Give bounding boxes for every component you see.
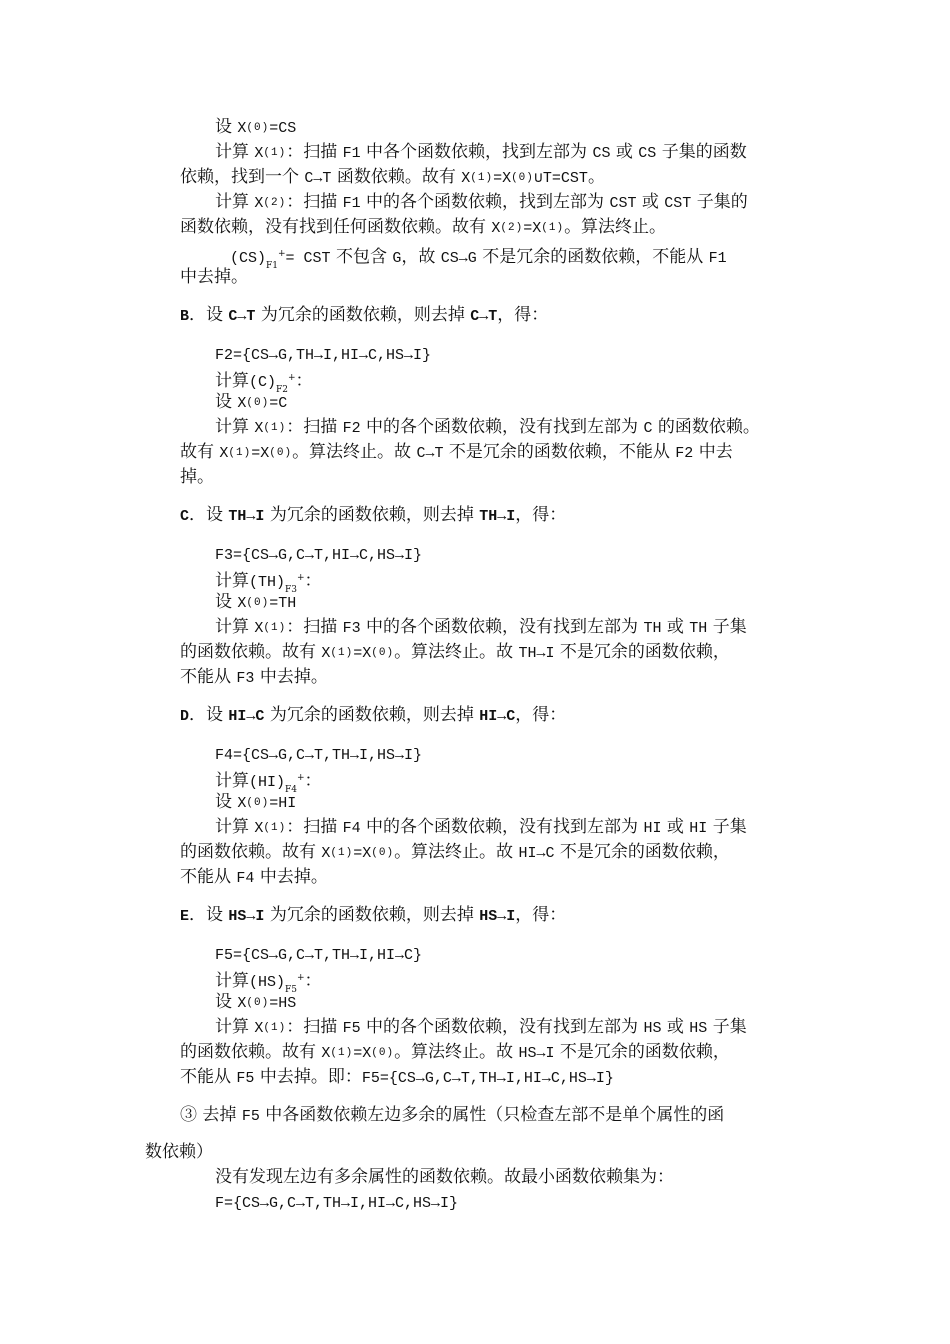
text-span: 或	[661, 617, 690, 637]
text-span: 的函数依赖。	[652, 417, 760, 437]
text-span: 或	[610, 142, 639, 162]
text-span: X	[237, 120, 247, 137]
text-span: F5={CS→G,C→T,TH→I,HI→C}	[215, 947, 423, 964]
text-span: = CST	[285, 250, 331, 267]
text-span: 为冗余的函数依赖，则去掉	[255, 305, 471, 325]
text-span: HI→C	[228, 708, 265, 725]
text-span: (HI)	[249, 774, 286, 791]
text-line	[215, 191, 748, 213]
text-span: =TH	[269, 595, 297, 612]
text-span: F3	[285, 585, 297, 595]
text-span: (0)	[511, 172, 534, 184]
text-span: =X	[493, 170, 512, 187]
text-span: (0)	[246, 997, 270, 1009]
text-line	[215, 767, 322, 795]
text-span: =X	[251, 445, 270, 462]
text-line	[215, 616, 747, 638]
text-span: F4={CS→G,C→T,TH→I,HS→I}	[215, 747, 423, 764]
text-span: +	[297, 773, 305, 783]
text-span: (1)	[330, 1047, 354, 1059]
text-span: ，故	[401, 247, 441, 267]
text-span: 计算	[215, 417, 255, 437]
text-span: 中的各个函数依赖，没有找到左部为	[360, 617, 644, 637]
text-line	[215, 343, 431, 365]
text-span: 子集	[707, 1017, 747, 1037]
text-line	[180, 466, 214, 488]
text-line	[180, 216, 666, 238]
text-span: 计算	[215, 817, 255, 837]
text-span: C→T	[228, 308, 256, 325]
text-span: C→T	[470, 308, 498, 325]
text-line	[180, 1066, 614, 1088]
text-span: 中去掉。	[254, 667, 328, 687]
text-span: 计算	[215, 771, 249, 791]
text-span: 计算	[215, 192, 255, 212]
text-span: 为冗余的函数依赖，则去掉	[264, 905, 480, 925]
text-span: TH	[689, 620, 708, 637]
text-span: HS	[689, 1020, 708, 1037]
text-span: (1)	[330, 847, 354, 859]
text-span: X	[237, 795, 247, 812]
text-span: (1)	[330, 647, 354, 659]
text-span: +	[278, 249, 286, 259]
text-span: =CS	[269, 120, 297, 137]
text-line	[215, 1166, 674, 1188]
text-span: 的函数依赖。故有	[180, 842, 322, 862]
text-span: +	[288, 373, 296, 383]
text-line	[180, 1104, 724, 1126]
text-span: HS→I	[479, 908, 516, 925]
text-span: F4	[342, 820, 361, 837]
text-span: ，得：	[515, 705, 567, 725]
text-span: 。算法终止。故	[394, 642, 519, 662]
text-span: (1)	[541, 222, 565, 234]
text-span: (1)	[263, 147, 287, 159]
text-span: F2	[675, 445, 694, 462]
text-span: CS	[592, 145, 611, 162]
text-span: X	[254, 420, 264, 437]
text-span: F2	[276, 385, 288, 395]
text-span: E	[180, 908, 190, 925]
text-span: (HS)	[249, 974, 286, 991]
text-span: F5	[236, 1070, 255, 1087]
text-span: ③ 去掉	[180, 1105, 242, 1125]
text-span: 不包含	[330, 247, 393, 267]
text-span: 为冗余的函数依赖，则去掉	[264, 705, 480, 725]
text-line	[145, 1141, 213, 1163]
text-span: 中各函数依赖左边多余的属性（只检查左部不是单个属性的函	[259, 1105, 725, 1125]
text-line	[215, 791, 296, 813]
text-span: (0)	[246, 597, 270, 609]
text-line	[215, 367, 313, 395]
text-span: (0)	[371, 847, 395, 859]
text-span: X	[254, 195, 264, 212]
text-span: CS→G	[440, 250, 477, 267]
text-span: (TH)	[249, 574, 286, 591]
text-span: 不是冗余的函数依赖，	[554, 1042, 730, 1062]
text-span: HI	[643, 820, 662, 837]
text-span: F5	[342, 1020, 361, 1037]
text-span: ：扫描	[286, 417, 343, 437]
text-span: X	[237, 595, 247, 612]
text-span: F4	[236, 870, 255, 887]
text-span: G	[392, 250, 402, 267]
text-span: X	[237, 395, 247, 412]
text-span: ：扫描	[286, 142, 343, 162]
text-span: ．设	[189, 905, 229, 925]
text-span: 中各个函数依赖，找到左部为	[360, 142, 593, 162]
text-line	[180, 841, 730, 863]
text-span: ：	[304, 571, 322, 591]
text-span: TH→I	[518, 645, 555, 662]
text-span: HS	[643, 1020, 662, 1037]
text-span: =X	[353, 845, 372, 862]
text-span: (1)	[263, 622, 287, 634]
text-line	[180, 704, 566, 726]
text-span: F3	[342, 620, 361, 637]
text-span: X	[254, 145, 264, 162]
text-span: 函数依赖。故有	[331, 167, 462, 187]
text-span: 的函数依赖。故有	[180, 642, 322, 662]
text-span: F2={CS→G,TH→I,HI→C,HS→I}	[215, 347, 432, 364]
text-span: C→T	[416, 445, 444, 462]
text-span: TH	[643, 620, 662, 637]
text-span: F={CS→G,C→T,TH→I,HI→C,HS→I}	[215, 1195, 459, 1212]
text-span: ∪T=CST	[533, 170, 588, 187]
text-span: 。算法终止。故	[394, 842, 519, 862]
text-span: (1)	[228, 447, 252, 459]
text-line	[215, 1191, 458, 1213]
text-span: (1)	[470, 172, 494, 184]
text-span: F3	[236, 670, 255, 687]
text-span: 。算法终止。	[564, 217, 667, 237]
text-span: ．设	[189, 505, 229, 525]
text-span: 设	[215, 792, 238, 812]
text-span: X	[254, 820, 264, 837]
text-span: (0)	[246, 122, 270, 134]
text-span: =HS	[269, 995, 297, 1012]
text-span: (0)	[269, 447, 293, 459]
text-span: 中的各个函数依赖，没有找到左部为	[360, 417, 644, 437]
text-span: +	[297, 973, 305, 983]
text-span: =X	[523, 220, 542, 237]
text-line	[215, 543, 422, 565]
text-span: CST	[609, 195, 637, 212]
text-span: 中去掉。即：	[254, 1067, 362, 1087]
text-span: 中的各个函数依赖，没有找到左部为	[360, 817, 644, 837]
text-line	[180, 166, 605, 188]
text-span: HS→I	[228, 908, 265, 925]
text-span: X	[461, 170, 471, 187]
text-line	[180, 441, 733, 463]
text-span: F1	[266, 261, 278, 271]
text-span: 不是冗余的函数依赖，不能从	[476, 247, 709, 267]
text-span: 数依赖）	[145, 1142, 213, 1162]
text-line	[180, 666, 328, 688]
text-line	[215, 567, 322, 595]
text-span: F5	[285, 985, 297, 995]
text-span: 不是冗余的函数依赖，	[554, 842, 730, 862]
text-span: 没有发现左边有多余属性的函数依赖。故最小函数依赖集为：	[215, 1167, 674, 1187]
text-span: (1)	[263, 422, 287, 434]
text-line	[180, 504, 566, 526]
text-line	[215, 416, 760, 438]
text-line	[215, 591, 296, 613]
text-span: X	[321, 845, 331, 862]
text-line	[215, 116, 296, 138]
text-span: C	[643, 420, 653, 437]
text-span: ：	[304, 771, 322, 791]
text-span: F3={CS→G,C→T,HI→C,HS→I}	[215, 547, 423, 564]
text-span: 依赖，找到一个	[180, 167, 305, 187]
text-span: X	[491, 220, 501, 237]
text-span: 计算	[215, 1017, 255, 1037]
text-span: (0)	[371, 647, 395, 659]
text-span: 设	[215, 392, 238, 412]
text-line	[215, 743, 422, 765]
text-span: ：扫描	[286, 617, 343, 637]
text-span: X	[219, 445, 229, 462]
text-span: X	[321, 1045, 331, 1062]
text-span: ：	[304, 971, 322, 991]
text-span: (1)	[263, 822, 287, 834]
text-line	[180, 1041, 730, 1063]
text-span: 为冗余的函数依赖，则去掉	[264, 505, 480, 525]
text-span: 函数依赖，没有找到任何函数依赖。故有	[180, 217, 492, 237]
text-span: 或	[661, 817, 690, 837]
text-line	[215, 991, 296, 1013]
text-span: 设	[215, 117, 238, 137]
text-span: =HI	[269, 795, 297, 812]
text-span: 中去掉。	[254, 867, 328, 887]
text-span: X	[237, 995, 247, 1012]
text-span: 不是冗余的函数依赖，	[554, 642, 730, 662]
text-span: X	[254, 620, 264, 637]
text-span: ：扫描	[286, 1017, 343, 1037]
text-span: 不能从	[180, 867, 237, 887]
text-span: CST	[664, 195, 692, 212]
text-span: 计算	[215, 617, 255, 637]
text-span: (C)	[249, 374, 277, 391]
text-span: HI→C	[479, 708, 516, 725]
text-span: =C	[269, 395, 288, 412]
text-line	[180, 866, 328, 888]
text-span: 。算法终止。故	[394, 1042, 519, 1062]
text-span: 子集的函数	[656, 142, 747, 162]
text-span: 中去掉。	[180, 267, 248, 287]
text-span: 中的各个函数依赖，没有找到左部为	[360, 1017, 644, 1037]
text-span: X	[254, 1020, 264, 1037]
text-span: 中的各个函数依赖，找到左部为	[360, 192, 610, 212]
text-span: F1	[342, 145, 361, 162]
text-span: 不能从	[180, 667, 237, 687]
text-span: ．设	[189, 705, 229, 725]
text-span: ，得：	[497, 305, 549, 325]
text-line	[215, 1016, 747, 1038]
text-span: F5={CS→G,C→T,TH→I,HI→C,HS→I}	[361, 1070, 614, 1087]
text-span: HS→I	[518, 1045, 555, 1062]
text-span: C→T	[304, 170, 332, 187]
text-span: 计算	[215, 142, 255, 162]
text-span: 计算	[215, 371, 249, 391]
text-line	[180, 641, 730, 663]
text-span: 故有	[180, 442, 220, 462]
text-span: HI→C	[518, 845, 555, 862]
text-span: TH→I	[228, 508, 265, 525]
text-span: 的函数依赖。故有	[180, 1042, 322, 1062]
text-span: 设	[215, 592, 238, 612]
text-line	[215, 967, 322, 995]
text-span: F2	[342, 420, 361, 437]
text-span: 子集的	[691, 192, 748, 212]
text-line	[230, 243, 727, 271]
text-line	[215, 943, 422, 965]
text-line	[215, 141, 747, 163]
text-span: 计算	[215, 571, 249, 591]
text-span: =X	[353, 645, 372, 662]
text-span: 或	[661, 1017, 690, 1037]
text-span: X	[321, 645, 331, 662]
text-span: CS	[638, 145, 657, 162]
text-span: F1	[342, 195, 361, 212]
text-line	[180, 266, 248, 288]
text-span: +	[297, 573, 305, 583]
text-line	[215, 816, 747, 838]
text-span: 中去	[693, 442, 733, 462]
text-span: F4	[285, 785, 297, 795]
text-span: ，得：	[515, 905, 567, 925]
text-span: 子集	[707, 617, 747, 637]
text-span: 。	[587, 167, 605, 187]
text-span: ：	[295, 371, 313, 391]
text-span: (2)	[263, 197, 287, 209]
text-span: D	[180, 708, 190, 725]
text-span: 设	[215, 992, 238, 1012]
text-span: B	[180, 308, 190, 325]
text-span: 子集	[707, 817, 747, 837]
text-span: (1)	[263, 1022, 287, 1034]
text-span: (0)	[246, 397, 270, 409]
text-span: (0)	[371, 1047, 395, 1059]
text-span: (CS)	[230, 250, 267, 267]
text-span: ：扫描	[286, 817, 343, 837]
text-span: F5	[241, 1108, 260, 1125]
text-span: (2)	[500, 222, 524, 234]
text-span: HI	[689, 820, 708, 837]
text-span: 不能从	[180, 1067, 237, 1087]
text-span: 或	[636, 192, 665, 212]
text-span: C	[180, 508, 190, 525]
text-line	[215, 391, 287, 413]
text-line	[180, 304, 548, 326]
text-line	[180, 904, 566, 926]
text-span: (0)	[246, 797, 270, 809]
text-span: ．设	[189, 305, 229, 325]
text-span: 计算	[215, 971, 249, 991]
text-span: F1	[708, 250, 727, 267]
text-span: =X	[353, 1045, 372, 1062]
text-span: ：扫描	[286, 192, 343, 212]
text-span: 掉。	[180, 467, 214, 487]
text-span: 。算法终止。故	[292, 442, 417, 462]
text-span: ，得：	[515, 505, 567, 525]
text-span: 不是冗余的函数依赖，不能从	[443, 442, 676, 462]
text-span: TH→I	[479, 508, 516, 525]
